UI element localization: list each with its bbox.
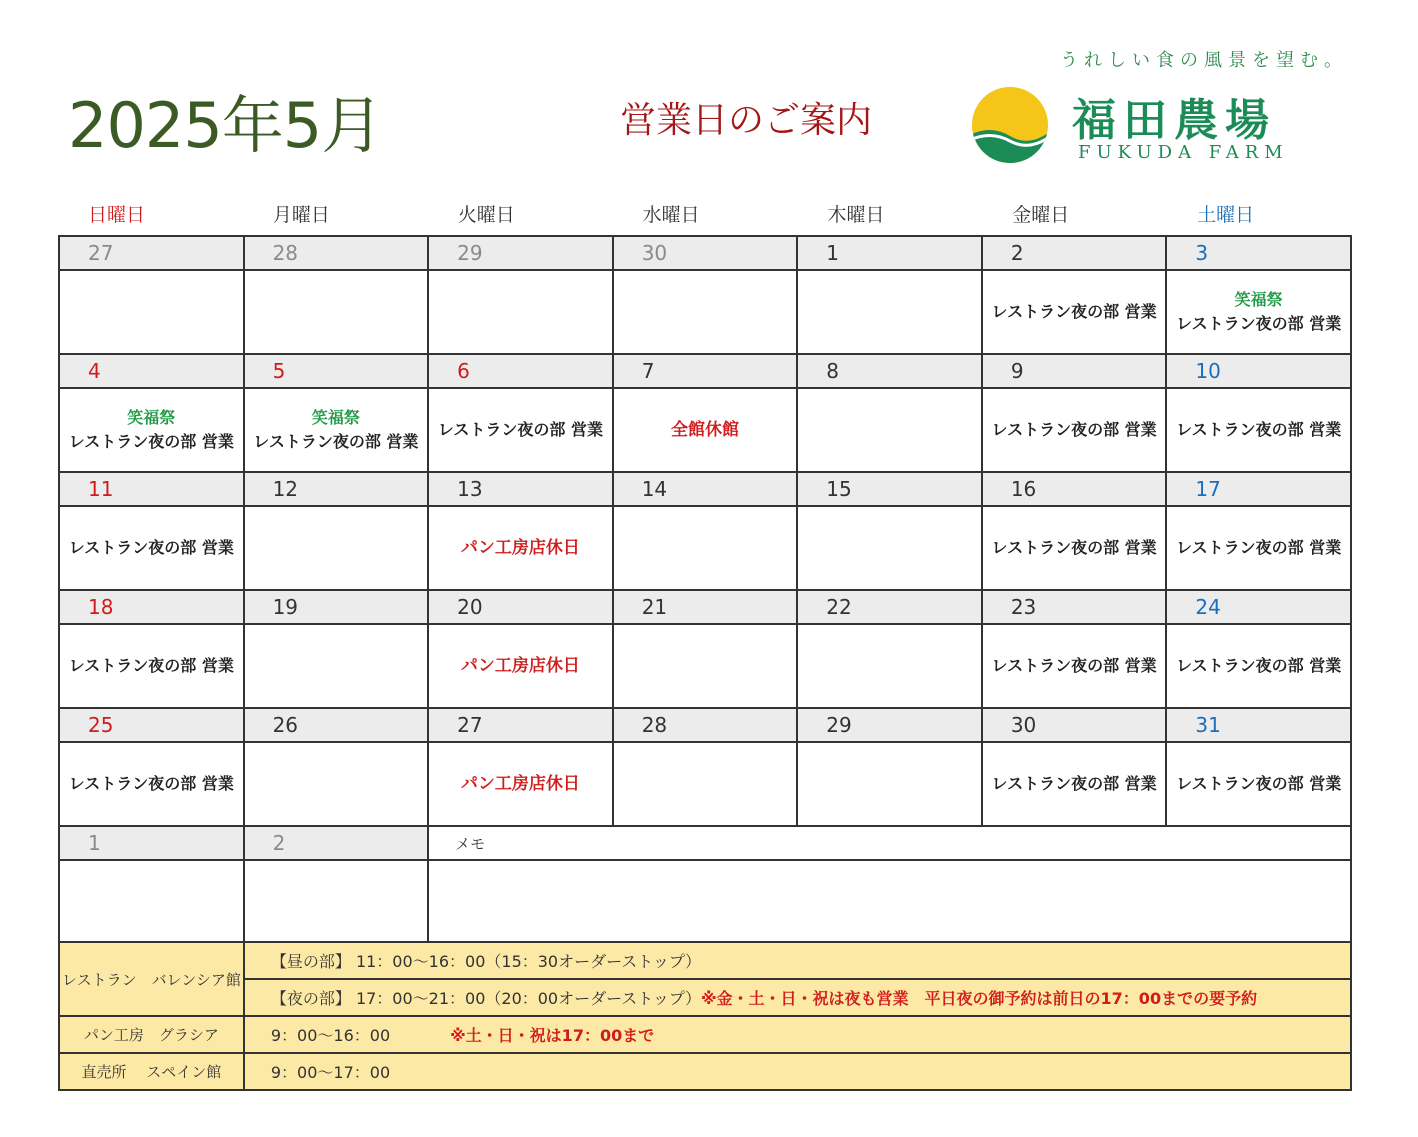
week-date-row: [59, 354, 1351, 388]
day-number: 29: [797, 708, 982, 742]
day-event-cell: [428, 270, 613, 354]
shop-hours: 9：00～17：00: [244, 1053, 1351, 1090]
next-month-event-row: [59, 860, 1351, 944]
day-number: 30: [613, 236, 798, 270]
day-number: 1: [59, 826, 244, 860]
week-event-row: [59, 506, 1351, 590]
brand-name-jp: 福田農場: [1072, 95, 1276, 146]
day-event-cell: [244, 742, 429, 826]
week-event-row: [59, 624, 1351, 708]
calendar-grid: [58, 235, 1352, 945]
bakery-hours: 9：00～16：00: [270, 1026, 391, 1045]
day-number: 28: [244, 236, 429, 270]
week-date-row: [59, 236, 1351, 270]
weekday-header: [58, 200, 1352, 230]
week-event-row: [59, 270, 1351, 354]
day-number: 4: [59, 354, 244, 388]
day-number: 20: [428, 590, 613, 624]
event-label: レストラン夜の部 営業: [68, 656, 234, 675]
day-number: 13: [428, 472, 613, 506]
day-number: 24: [1166, 590, 1351, 624]
day-number: 30: [982, 708, 1167, 742]
event-label: 笑福祭: [1234, 290, 1283, 309]
day-number: 18: [59, 590, 244, 624]
day-number: 21: [613, 590, 798, 624]
day-number: 8: [797, 354, 982, 388]
event-label: レストラン夜の部 営業: [1176, 538, 1342, 557]
day-number: 10: [1166, 354, 1351, 388]
event-label: パン工房店休日: [460, 774, 580, 794]
event-label: 笑福祭: [311, 408, 360, 427]
day-number: 2: [982, 236, 1167, 270]
day-number: 31: [1166, 708, 1351, 742]
bakery-row: [59, 1016, 1351, 1053]
brand-name-en: FUKUDA FARM: [1078, 142, 1289, 163]
event-label: レストラン夜の部 営業: [68, 432, 234, 451]
day-event-cell: [982, 742, 1167, 826]
day-event-cell: [797, 742, 982, 826]
day-number: 19: [244, 590, 429, 624]
day-number: 22: [797, 590, 982, 624]
day-event-cell: [244, 860, 429, 944]
event-label: レストラン夜の部 営業: [1176, 314, 1342, 333]
day-event-cell: [428, 742, 613, 826]
weekday-tuesday: 火曜日: [457, 204, 515, 226]
event-label: レストラン夜の部 営業: [991, 538, 1157, 557]
month-title: 2025年5月: [68, 89, 383, 162]
dinner-note: ※金・土・日・祝は夜も営業 平日夜の御予約は前日の17：00までの要予約: [700, 989, 1258, 1008]
day-event-cell: [1166, 506, 1351, 590]
day-number: 29: [428, 236, 613, 270]
day-number: 9: [982, 354, 1167, 388]
day-event-cell: [59, 270, 244, 354]
week-date-row: [59, 472, 1351, 506]
day-event-cell: [1166, 388, 1351, 472]
day-number: 12: [244, 472, 429, 506]
weekday-friday: 金曜日: [1012, 204, 1070, 226]
day-number: 6: [428, 354, 613, 388]
event-label: レストラン夜の部 営業: [991, 302, 1157, 321]
day-number: 11: [59, 472, 244, 506]
day-event-cell: [59, 388, 244, 472]
restaurant-lunch-row: [59, 942, 1351, 979]
event-label: レストラン夜の部 営業: [1176, 774, 1342, 793]
day-event-cell: [428, 624, 613, 708]
event-label: レストラン夜の部 営業: [68, 538, 234, 557]
event-label: レストラン夜の部 営業: [991, 774, 1157, 793]
day-event-cell: [244, 388, 429, 472]
weekday-monday: 月曜日: [272, 204, 330, 226]
event-label: 全館休館: [670, 420, 739, 440]
weekday-wednesday: 水曜日: [642, 204, 700, 226]
event-label: レストラン夜の部 営業: [1176, 420, 1342, 439]
weekday-sunday: 日曜日: [88, 204, 146, 226]
day-event-cell: [244, 270, 429, 354]
day-event-cell: [1166, 624, 1351, 708]
day-number: 3: [1166, 236, 1351, 270]
shop-row: [59, 1053, 1351, 1090]
fukuda-farm-logo-icon: [968, 86, 1052, 164]
day-event-cell: [428, 388, 613, 472]
day-event-cell: [1166, 270, 1351, 354]
restaurant-lunch-hours: 【昼の部】 11：00～16：00（15：30オーダーストップ）: [244, 942, 1351, 979]
shop-label: 直売所 スペイン館: [59, 1053, 244, 1090]
day-event-cell: [59, 742, 244, 826]
day-event-cell: [59, 506, 244, 590]
day-number: 23: [982, 590, 1167, 624]
day-event-cell: [244, 624, 429, 708]
day-number: 5: [244, 354, 429, 388]
business-hours-table: [58, 941, 1352, 1091]
weekday-thursday: 木曜日: [827, 204, 885, 226]
memo-label: メモ: [428, 826, 1351, 860]
day-number: 28: [613, 708, 798, 742]
restaurant-dinner-row: [59, 979, 1351, 1016]
day-number: 7: [613, 354, 798, 388]
day-event-cell: [797, 270, 982, 354]
day-event-cell: [428, 506, 613, 590]
day-number: 25: [59, 708, 244, 742]
day-event-cell: [797, 624, 982, 708]
event-label: レストラン夜の部 営業: [253, 432, 419, 451]
day-event-cell: [982, 270, 1167, 354]
bakery-note: ※土・日・祝は17：00まで: [450, 1026, 655, 1045]
day-number: 27: [59, 236, 244, 270]
page-subtitle: 営業日のご案内: [620, 100, 873, 141]
bakery-label: パン工房 グラシア: [59, 1016, 244, 1053]
day-event-cell: [244, 506, 429, 590]
restaurant-dinner-hours: 【夜の部】 17：00～21：00（20：00オーダーストップ）: [270, 989, 701, 1008]
day-event-cell: [982, 506, 1167, 590]
day-event-cell: [1166, 742, 1351, 826]
next-month-date-row: [59, 826, 1351, 860]
week-date-row: [59, 708, 1351, 742]
day-number: 26: [244, 708, 429, 742]
event-label: レストラン夜の部 営業: [991, 656, 1157, 675]
day-event-cell: [982, 388, 1167, 472]
event-label: 笑福祭: [127, 408, 176, 427]
day-number: 14: [613, 472, 798, 506]
day-event-cell: [613, 506, 798, 590]
restaurant-label: レストラン バレンシア館: [59, 942, 244, 1016]
weekday-saturday: 土曜日: [1197, 204, 1255, 226]
day-event-cell: [797, 506, 982, 590]
day-number: 17: [1166, 472, 1351, 506]
event-label: レストラン夜の部 営業: [437, 420, 603, 439]
event-label: レストラン夜の部 営業: [68, 774, 234, 793]
event-label: パン工房店休日: [460, 656, 580, 676]
event-label: パン工房店休日: [460, 538, 580, 558]
day-event-cell: [797, 388, 982, 472]
day-event-cell: [613, 388, 798, 472]
week-event-row: [59, 388, 1351, 472]
day-event-cell: [59, 624, 244, 708]
day-number: 15: [797, 472, 982, 506]
day-event-cell: [59, 860, 244, 944]
day-number: 16: [982, 472, 1167, 506]
day-event-cell: [982, 624, 1167, 708]
week-date-row: [59, 590, 1351, 624]
day-number: 27: [428, 708, 613, 742]
day-number: 1: [797, 236, 982, 270]
week-event-row: [59, 742, 1351, 826]
event-label: レストラン夜の部 営業: [991, 420, 1157, 439]
brand-tagline: うれしい食の風景を望む。: [1060, 50, 1348, 71]
day-number: 2: [244, 826, 429, 860]
day-event-cell: [613, 624, 798, 708]
day-event-cell: [613, 270, 798, 354]
event-label: レストラン夜の部 営業: [1176, 656, 1342, 675]
memo-area: [428, 860, 1351, 944]
day-event-cell: [613, 742, 798, 826]
